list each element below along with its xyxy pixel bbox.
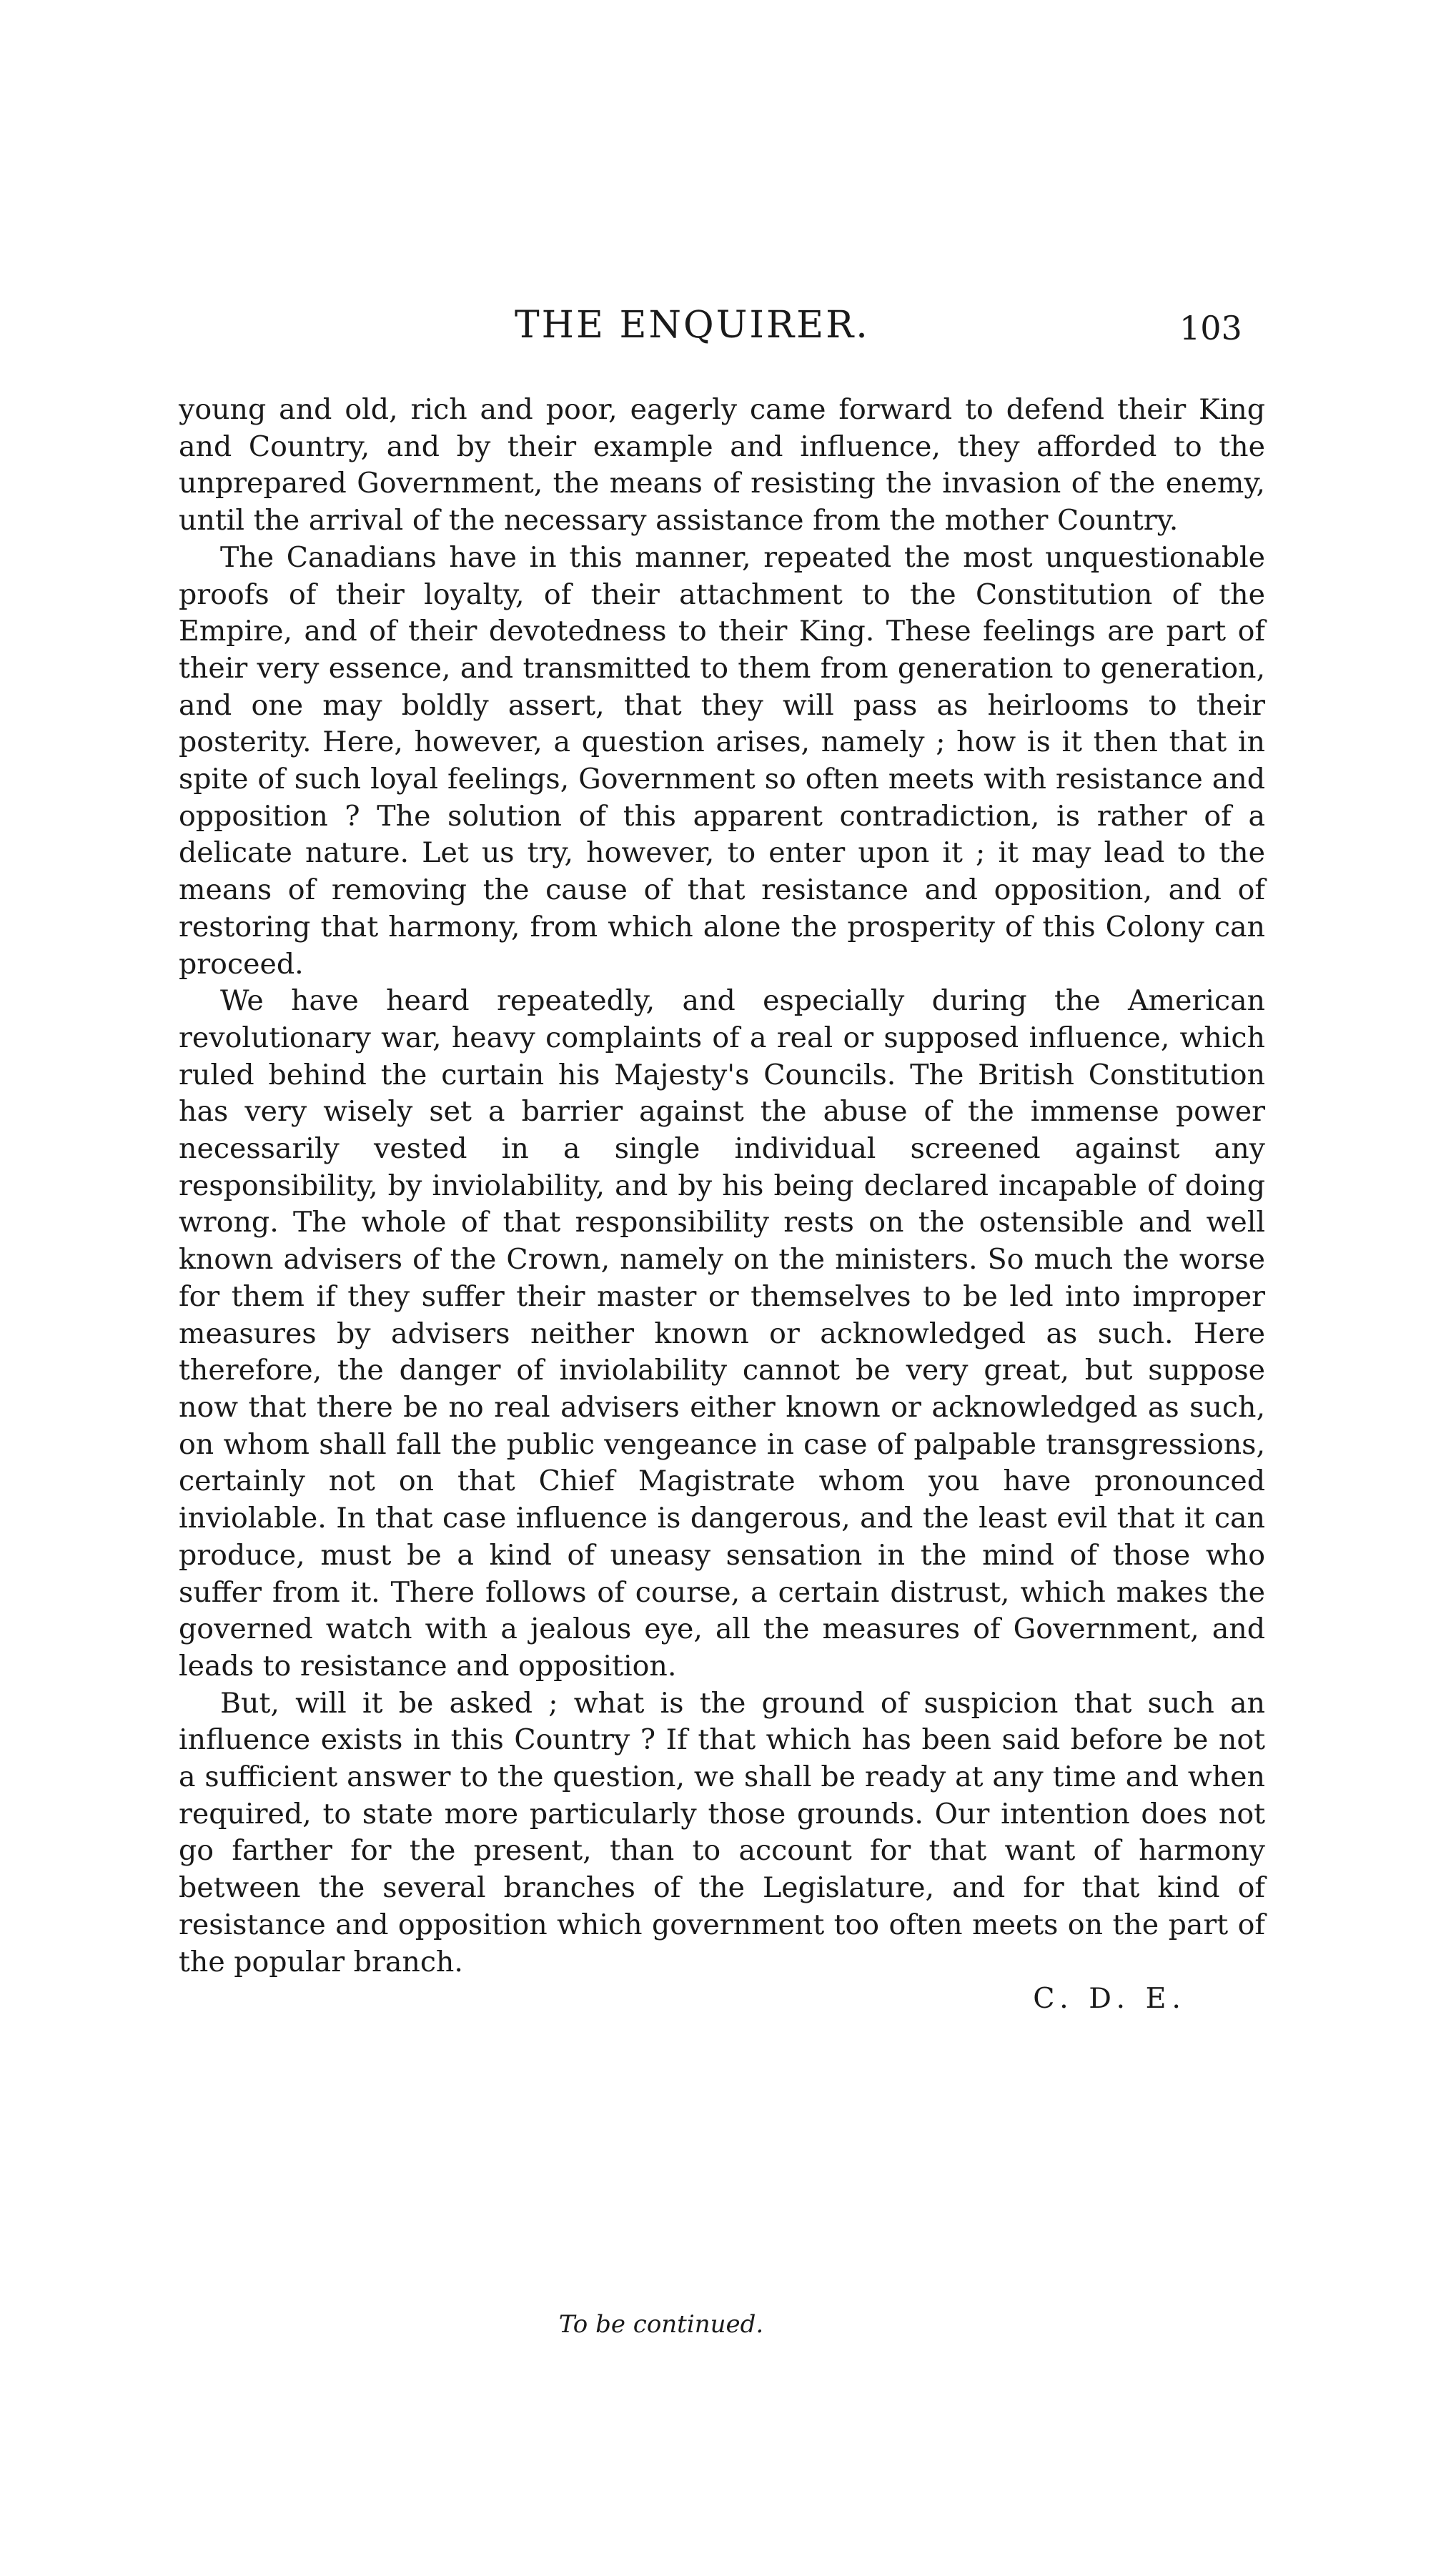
paragraph-1: young and old, rich and poor, eagerly came forward to defend their King and Country, and by their example and influence, they afforded to the unprepared Government, the means of resisting the invasion of the enemy, until the arrival of the necessary assistance from the mother Country.: [179, 393, 1265, 538]
continued-note: [0, 2307, 1451, 2342]
paragraph-3: We have heard repeatedly, and especially during the American revolutionary war, heavy complaints of a real or supposed influence, which ruled behind the curtain his Majesty's Councils. The British Constitution has very wisely set a barrier against the abuse of the immense power necessarily vested in a single individual screened against any responsibility, by inviolability, and by his being declared incapable of doing wrong. The whole of that responsibility rests on the ostensible and well known advisers of the Crown, namely on the ministers. So much the worse for them if they suffer their master or themselves to be led into improper measures by advisers neither known or acknowledged as such. Here therefore, the danger of inviolability cannot be very great, but suppose now that there be no real advisers either known or acknowledged as such, on whom shall fall the public vengeance in case of palpable transgressions, certainly not on that Chief Magistrate whom you have pronounced inviolable. In that case influence is dangerous, and the least evil that it can produce, must be a kind of uneasy sensation in the mind of those who suffer from it. There follows of course, a certain distrust, which makes the governed watch with a jealous eye, all the measures of Government, and leads to resistance and opposition.: [179, 984, 1265, 1683]
paragraph-4: But, will it be asked ; what is the ground of suspicion that such an influence exists in this Country ? If that which has been said before be not a sufficient answer to the question, we shall be ready at any time and when required, to state more particularly those grounds. Our intention does not go farther for the present, than to account for that want of harmony between the several branches of the Legislature, and for that kind of resistance and opposition which government too often meets on the part of the popular branch.: [179, 1686, 1265, 1978]
running-title: THE ENQUIRER.: [515, 304, 870, 347]
continued-note-text: To be continued.: [558, 2310, 764, 2339]
paragraph-2: The Canadians have in this manner, repeated the most unquestionable proofs of their loyalty, of their attachment to the Constitution of the Empire, and of their devotedness to their King. These feelings are part of their very essence, and transmitted to them from generation to generation, and one may boldly assert, that they will pass as heirlooms to their posterity. Here, however, a question arises, namely ; how is it then that in spite of such loyal feelings, Government so often meets with resistance and opposition ? The solution of this apparent contradiction, is rather of a delicate nature. Let us try, however, to enter upon it ; it may lead to the means of removing the cause of that resistance and opposition, and of restoring that harmony, from which alone the prosperity of this Colony can proceed.: [179, 540, 1265, 981]
running-head: [0, 300, 1451, 350]
page-number: 103: [1179, 309, 1242, 347]
signoff: [179, 1981, 1265, 2018]
article-body: [179, 392, 1265, 2018]
author-signature: C. D. E.: [1033, 1982, 1187, 2016]
